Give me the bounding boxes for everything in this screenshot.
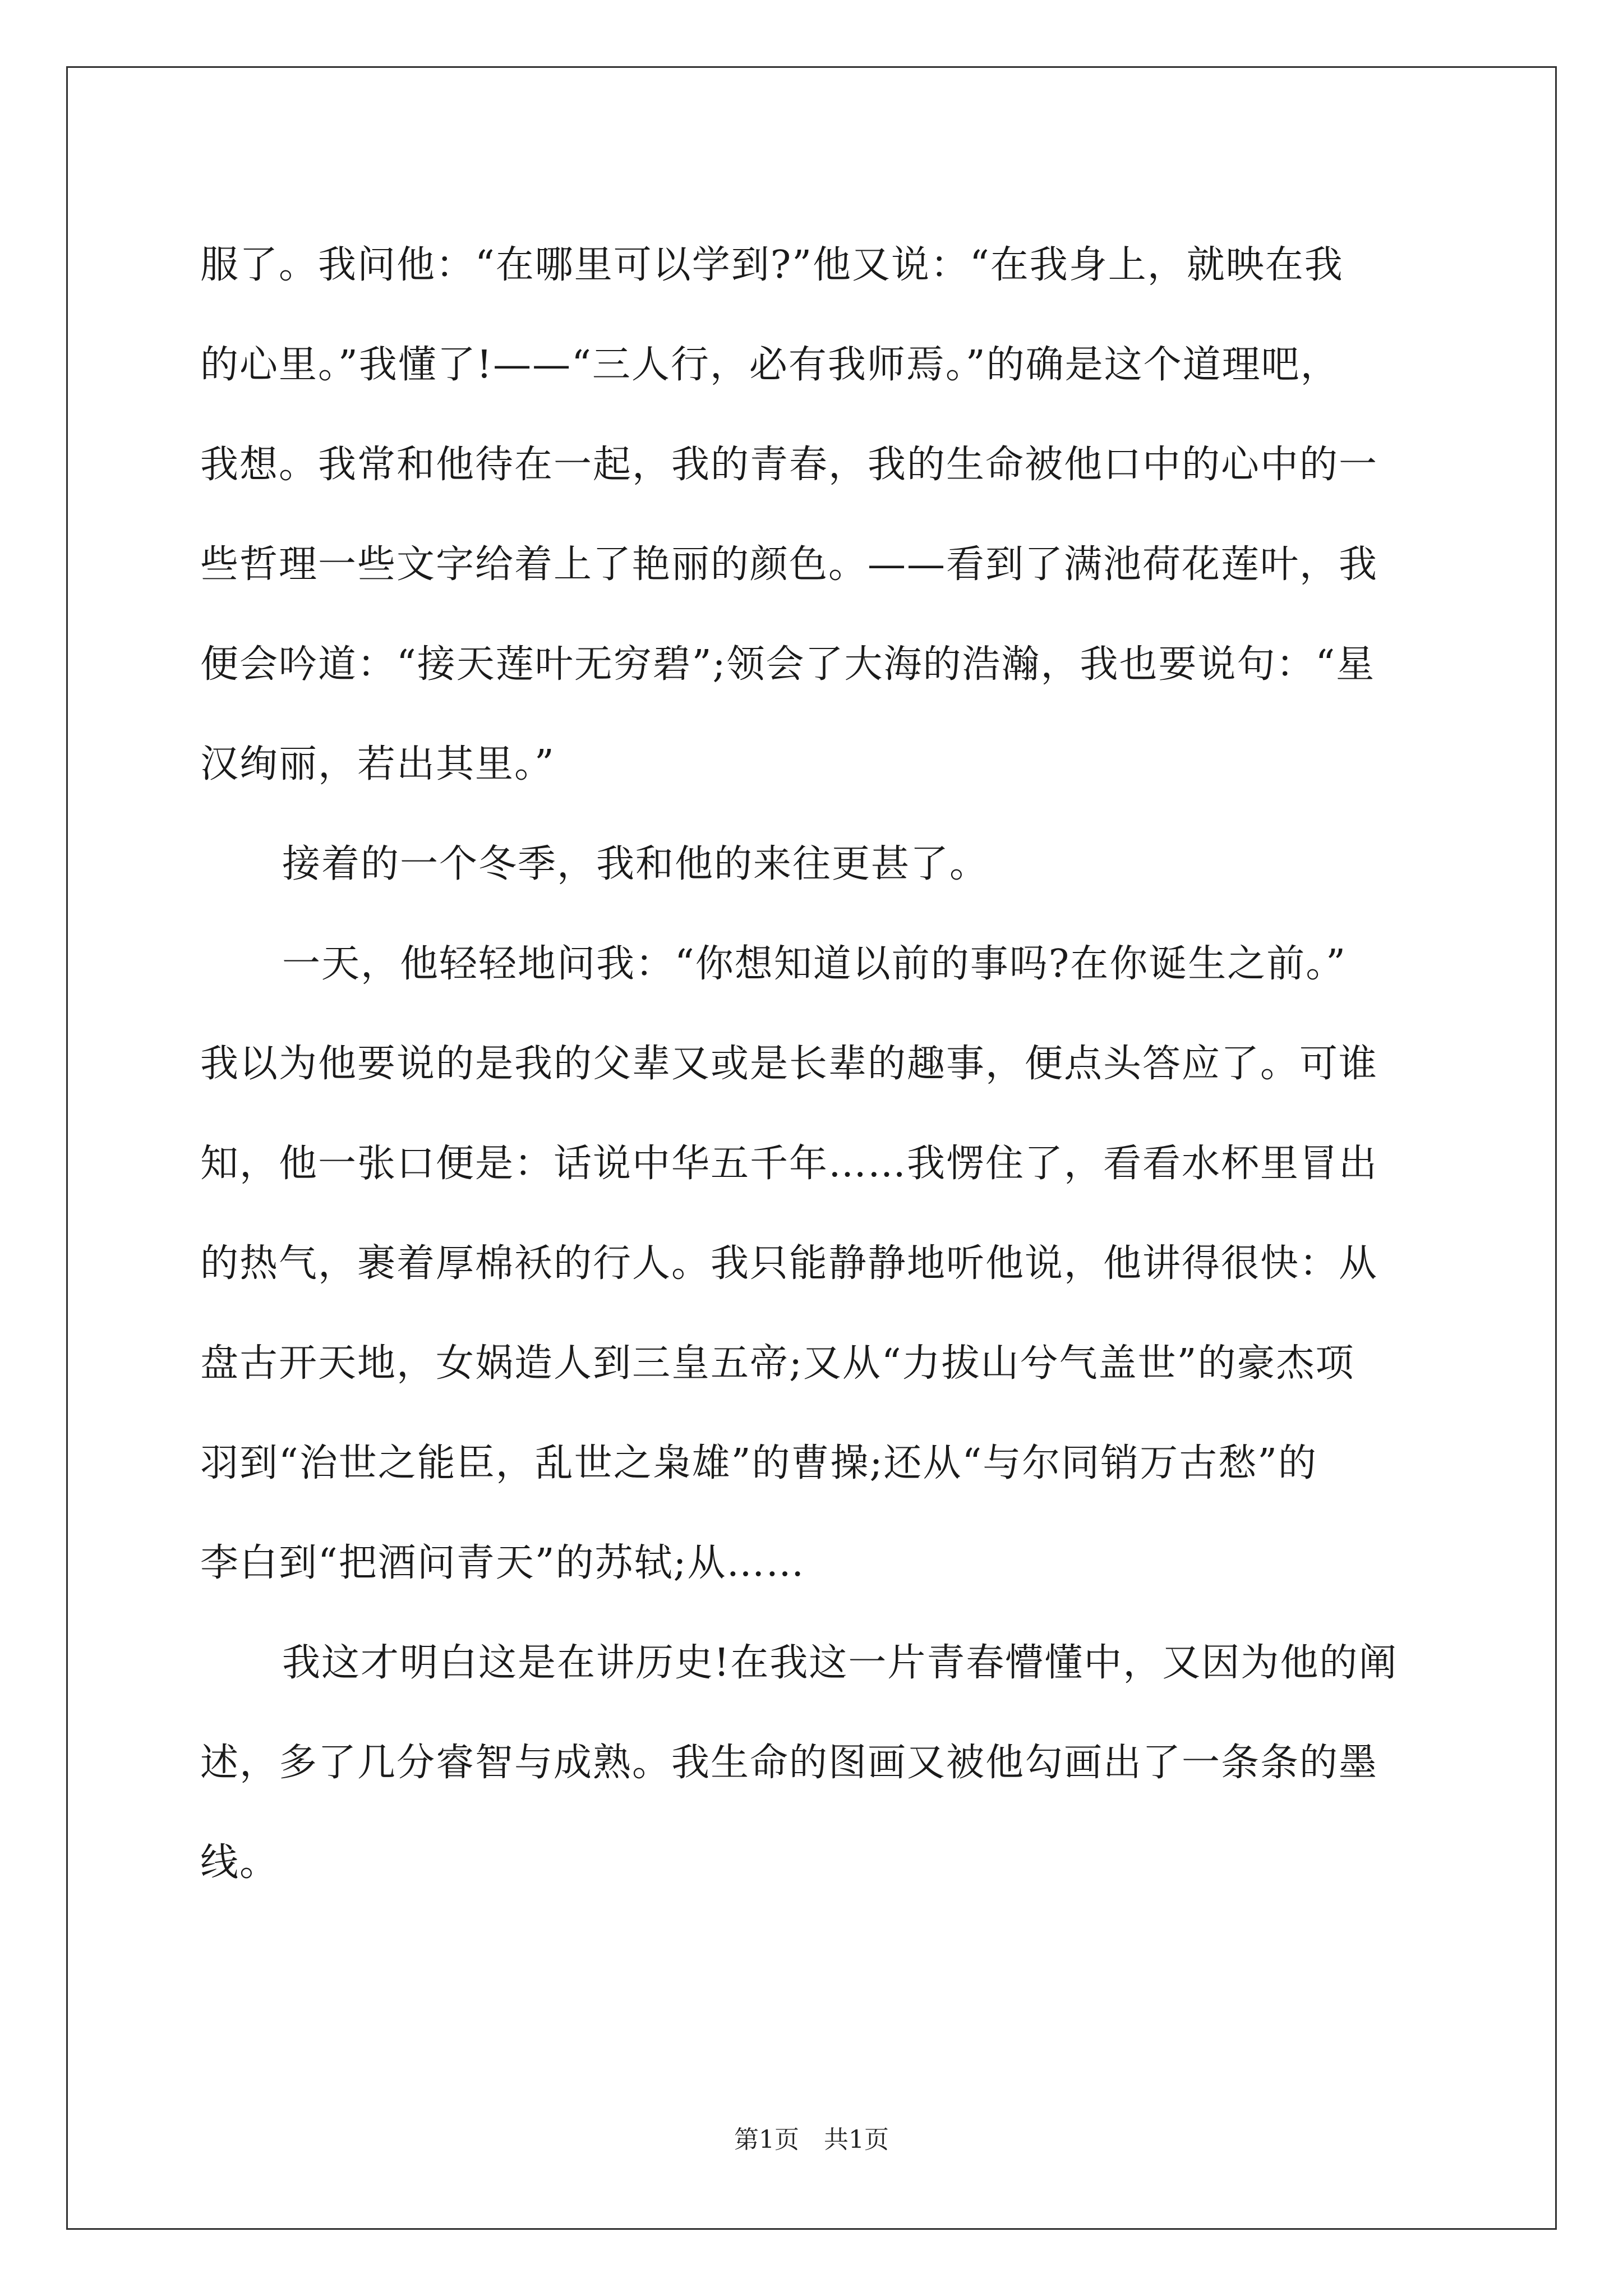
text-line: 的热气，裹着厚棉袄的行人。我只能静静地听他说，他讲得很快：从 xyxy=(200,1241,1378,1286)
text-line: 我以为他要说的是我的父辈又或是长辈的趣事，便点头答应了。可谁 xyxy=(200,1042,1378,1086)
text-line: 服了。我问他：“在哪里可以学到?”他又说：“在我身上，就映在我 xyxy=(200,243,1344,287)
page-number-footer: 第1页 共1页 xyxy=(734,2125,889,2154)
text-line: 线。 xyxy=(200,1841,279,1885)
text-line: 知，他一张口便是：话说中华五千年……我愣住了，看看水杯里冒出 xyxy=(200,1142,1378,1186)
text-line: 些哲理一些文字给着上了艳丽的颜色。——看到了满池荷花莲叶，我 xyxy=(200,542,1378,587)
text-line: 便会吟道：“接天莲叶无穷碧”;领会了大海的浩瀚，我也要说句：“星 xyxy=(200,642,1376,687)
paragraph-start-line: 一天，他轻轻地问我：“你想知道以前的事吗?在你诞生之前。” xyxy=(282,942,1347,986)
text-line: 我想。我常和他待在一起，我的青春，我的生命被他口中的心中的一 xyxy=(200,443,1378,487)
document-body xyxy=(200,215,1445,1913)
text-line: 述，多了几分睿智与成熟。我生命的图画又被他勾画出了一条条的墨 xyxy=(200,1741,1378,1785)
text-line: 李白到“把酒问青天”的苏轼;从…… xyxy=(200,1541,805,1585)
text-line: 的心里。”我懂了!——“三人行，必有我师焉。”的确是这个道理吧， xyxy=(200,343,1340,387)
text-line: 盘古开天地，女娲造人到三皇五帝;又从“力拔山兮气盖世”的豪杰项 xyxy=(200,1341,1355,1386)
text-line: 汉绚丽，若出其里。” xyxy=(200,742,555,786)
paragraph-start-line: 我这才明白这是在讲历史!在我这一片青春懵懂中，又因为他的阐 xyxy=(282,1641,1398,1685)
paragraph-start-line: 接着的一个冬季，我和他的来往更甚了。 xyxy=(282,842,989,886)
text-line: 羽到“治世之能臣，乱世之枭雄”的曹操;还从“与尔同销万古愁”的 xyxy=(200,1441,1317,1485)
